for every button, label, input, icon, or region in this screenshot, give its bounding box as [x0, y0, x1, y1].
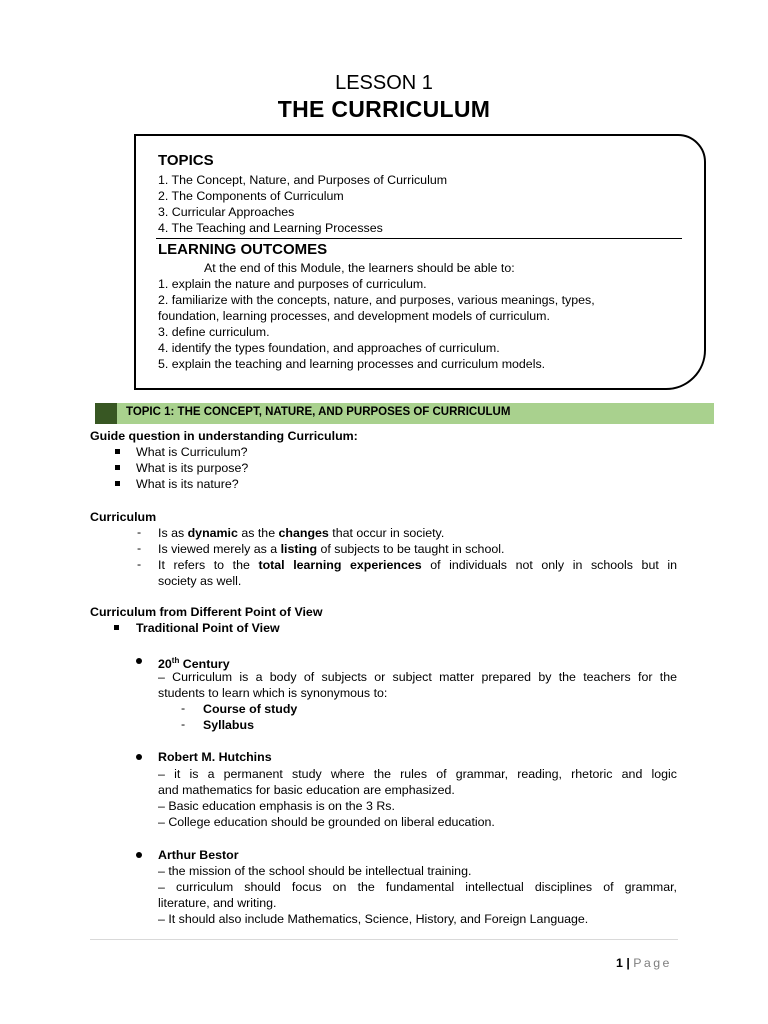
- hutchins-heading: Robert M. Hutchins: [158, 750, 272, 764]
- dash-bullet: -: [181, 717, 186, 731]
- topic-item: 1. The Concept, Nature, and Purposes of Curriculum: [158, 173, 448, 187]
- curriculum-heading: Curriculum: [90, 510, 157, 524]
- dash-bullet: -: [181, 701, 186, 715]
- topic-item: 2. The Components of Curriculum: [158, 189, 344, 203]
- bestor-text: literature, and writing.: [158, 896, 277, 910]
- outcome-item: 3. define curriculum.: [158, 325, 270, 339]
- page-footer: 1 | Page: [616, 956, 672, 970]
- bestor-heading: Arthur Bestor: [158, 848, 239, 862]
- traditional-heading: Traditional Point of View: [136, 621, 280, 635]
- footer-divider: [90, 939, 678, 940]
- hutchins-text: – Basic education emphasis is on the 3 Rs.: [158, 799, 395, 813]
- topic-banner-title: TOPIC 1: THE CONCEPT, NATURE, AND PURPOSES OF CURRICULUM: [126, 406, 511, 418]
- bestor-text: – the mission of the school should be intellectual training.: [158, 864, 472, 878]
- lesson-label: LESSON 1: [335, 72, 433, 94]
- outcome-item: 2. familiarize with the concepts, nature, and purposes, various meanings, types,: [158, 293, 595, 307]
- square-bullet-icon: [115, 449, 120, 454]
- curriculum-item-3: It refers to the total learning experiences of individuals not only in schools but in: [158, 558, 678, 572]
- outcomes-heading: LEARNING OUTCOMES: [158, 241, 328, 258]
- hutchins-text: and mathematics for basic education are emphasized.: [158, 783, 455, 797]
- century-text-cont: students to learn which is synonymous to:: [158, 686, 388, 700]
- outcome-item: 4. identify the types foundation, and approaches of curriculum.: [158, 341, 500, 355]
- outcomes-intro: At the end of this Module, the learners should be able to:: [204, 261, 515, 275]
- guide-question: What is its purpose?: [136, 461, 249, 475]
- century-heading: 20th Century: [158, 656, 230, 672]
- curriculum-item-1: Is as dynamic as the changes that occur in society.: [158, 526, 445, 540]
- topic-item: 4. The Teaching and Learning Processes: [158, 221, 383, 235]
- curriculum-item-3-cont: society as well.: [158, 574, 242, 588]
- outcome-item: 1. explain the nature and purposes of curriculum.: [158, 277, 427, 291]
- topic-banner-marker: [95, 403, 117, 424]
- round-bullet-icon: [136, 658, 142, 664]
- curriculum-item-2: Is viewed merely as a listing of subjects to be taught in school.: [158, 542, 505, 556]
- synonym-item: Syllabus: [203, 718, 254, 732]
- guide-question: What is its nature?: [136, 477, 239, 491]
- round-bullet-icon: [136, 852, 142, 858]
- bestor-text: – curriculum should focus on the fundamental intellectual disciplines of grammar,: [158, 880, 677, 894]
- dash-bullet: -: [137, 557, 142, 571]
- topic-item: 3. Curricular Approaches: [158, 205, 295, 219]
- round-bullet-icon: [136, 754, 142, 760]
- pov-heading: Curriculum from Different Point of View: [90, 605, 323, 619]
- outcome-item: 5. explain the teaching and learning processes and curriculum models.: [158, 357, 546, 371]
- guide-question: What is Curriculum?: [136, 445, 248, 459]
- square-bullet-icon: [114, 625, 119, 630]
- outcome-item: foundation, learning processes, and development models of curriculum.: [158, 309, 550, 323]
- hutchins-text: – it is a permanent study where the rules of grammar, reading, rhetoric and logic: [158, 767, 677, 781]
- synonym-item: Course of study: [203, 702, 298, 716]
- guide-heading: Guide question in understanding Curriculum:: [90, 429, 358, 443]
- dash-bullet: -: [137, 541, 142, 555]
- dash-bullet: -: [137, 525, 142, 539]
- bestor-text: – It should also include Mathematics, Science, History, and Foreign Language.: [158, 912, 589, 926]
- topics-heading: TOPICS: [158, 152, 214, 169]
- outcomes-divider: [156, 238, 682, 239]
- lesson-title: THE CURRICULUM: [277, 96, 491, 122]
- hutchins-text: – College education should be grounded on liberal education.: [158, 815, 495, 829]
- square-bullet-icon: [115, 465, 120, 470]
- century-text: – Curriculum is a body of subjects or subject matter prepared by the teachers for the: [158, 670, 677, 684]
- square-bullet-icon: [115, 481, 120, 486]
